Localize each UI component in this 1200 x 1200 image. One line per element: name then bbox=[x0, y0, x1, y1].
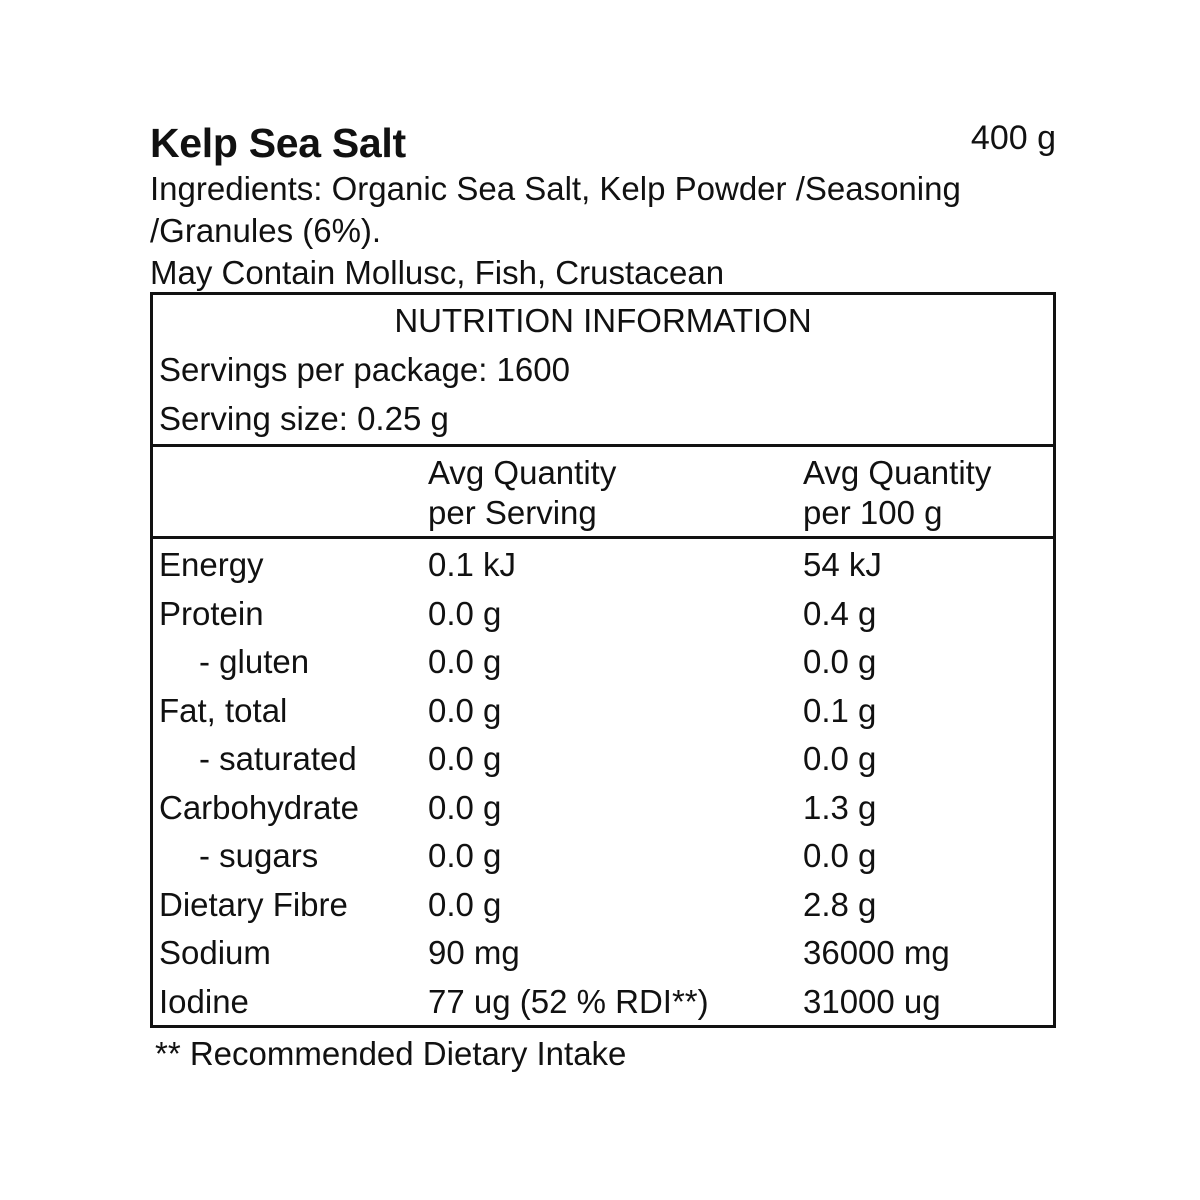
nutrient-name: Fat, total bbox=[159, 691, 288, 729]
table-row bbox=[153, 642, 1053, 691]
per-100g-value: 2.8 g bbox=[803, 885, 877, 923]
per-100g-value: 1.3 g bbox=[803, 788, 877, 826]
per-100g-value: 0.0 g bbox=[803, 643, 877, 680]
per-serving-value: 0.0 g bbox=[428, 643, 502, 680]
nutrition-panel bbox=[150, 292, 1056, 1028]
table-row bbox=[153, 788, 1053, 837]
per-100g-value: 36000 mg bbox=[803, 934, 950, 971]
nutrient-name: - gluten bbox=[199, 643, 310, 680]
footnote: ** Recommended Dietary Intake bbox=[155, 1035, 627, 1072]
per-serving-value: 0.1 kJ bbox=[428, 546, 517, 583]
table-row bbox=[153, 739, 1053, 788]
table-row bbox=[153, 885, 1053, 934]
table-row bbox=[153, 594, 1053, 643]
divider bbox=[153, 536, 1053, 539]
per-serving-value: 77 ug (52 % RDI**) bbox=[428, 982, 709, 1020]
net-weight: 400 g bbox=[970, 119, 1056, 157]
per-serving-value: 0.0 g bbox=[428, 740, 502, 777]
column-header-per-serving bbox=[428, 453, 616, 533]
per-serving-value: 0.0 g bbox=[428, 885, 502, 923]
nutrient-name: Dietary Fibre bbox=[159, 885, 348, 923]
nutrient-name: Energy bbox=[159, 546, 264, 583]
per-100g-value: 0.4 g bbox=[803, 594, 877, 632]
nutrient-name: Protein bbox=[159, 594, 264, 632]
label-header bbox=[150, 118, 1056, 168]
column-header-line: per 100 g bbox=[803, 494, 943, 531]
product-label bbox=[150, 118, 1056, 294]
ingredients-text: Ingredients: Organic Sea Salt, Kelp Powder /Seasoning /Granules (6%). bbox=[150, 170, 961, 249]
column-header-per-100g bbox=[803, 453, 991, 533]
table-row bbox=[153, 982, 1053, 1031]
nutrient-name: Iodine bbox=[159, 982, 249, 1020]
nutrient-name: - sugars bbox=[199, 837, 319, 874]
nutrient-name: Carbohydrate bbox=[159, 788, 359, 826]
table-row bbox=[153, 545, 1053, 594]
nutrient-rows bbox=[153, 545, 1053, 1030]
column-header-line: Avg Quantity bbox=[803, 454, 992, 491]
divider bbox=[153, 444, 1053, 447]
per-serving-value: 0.0 g bbox=[428, 594, 502, 632]
per-serving-value: 0.0 g bbox=[428, 788, 502, 826]
per-100g-value: 0.1 g bbox=[803, 691, 877, 729]
per-serving-value: 0.0 g bbox=[428, 691, 502, 729]
product-name: Kelp Sea Salt bbox=[150, 120, 406, 166]
per-serving-value: 0.0 g bbox=[428, 837, 502, 874]
allergen-statement: May Contain Mollusc, Fish, Crustacean bbox=[150, 254, 725, 291]
per-100g-value: 54 kJ bbox=[803, 546, 882, 583]
servings-per-package: Servings per package: 1600 bbox=[159, 351, 570, 388]
table-row bbox=[153, 933, 1053, 982]
nutrient-name: - saturated bbox=[199, 740, 357, 777]
nutrient-name: Sodium bbox=[159, 934, 271, 971]
serving-size: Serving size: 0.25 g bbox=[159, 400, 449, 437]
per-serving-value: 90 mg bbox=[428, 934, 520, 971]
per-100g-value: 31000 ug bbox=[803, 982, 941, 1020]
table-row bbox=[153, 691, 1053, 740]
per-100g-value: 0.0 g bbox=[803, 740, 877, 777]
table-row bbox=[153, 836, 1053, 885]
column-header-line: per Serving bbox=[428, 494, 597, 531]
per-100g-value: 0.0 g bbox=[803, 837, 877, 874]
nutrition-title: NUTRITION INFORMATION bbox=[394, 302, 812, 339]
column-header-line: Avg Quantity bbox=[428, 454, 617, 491]
